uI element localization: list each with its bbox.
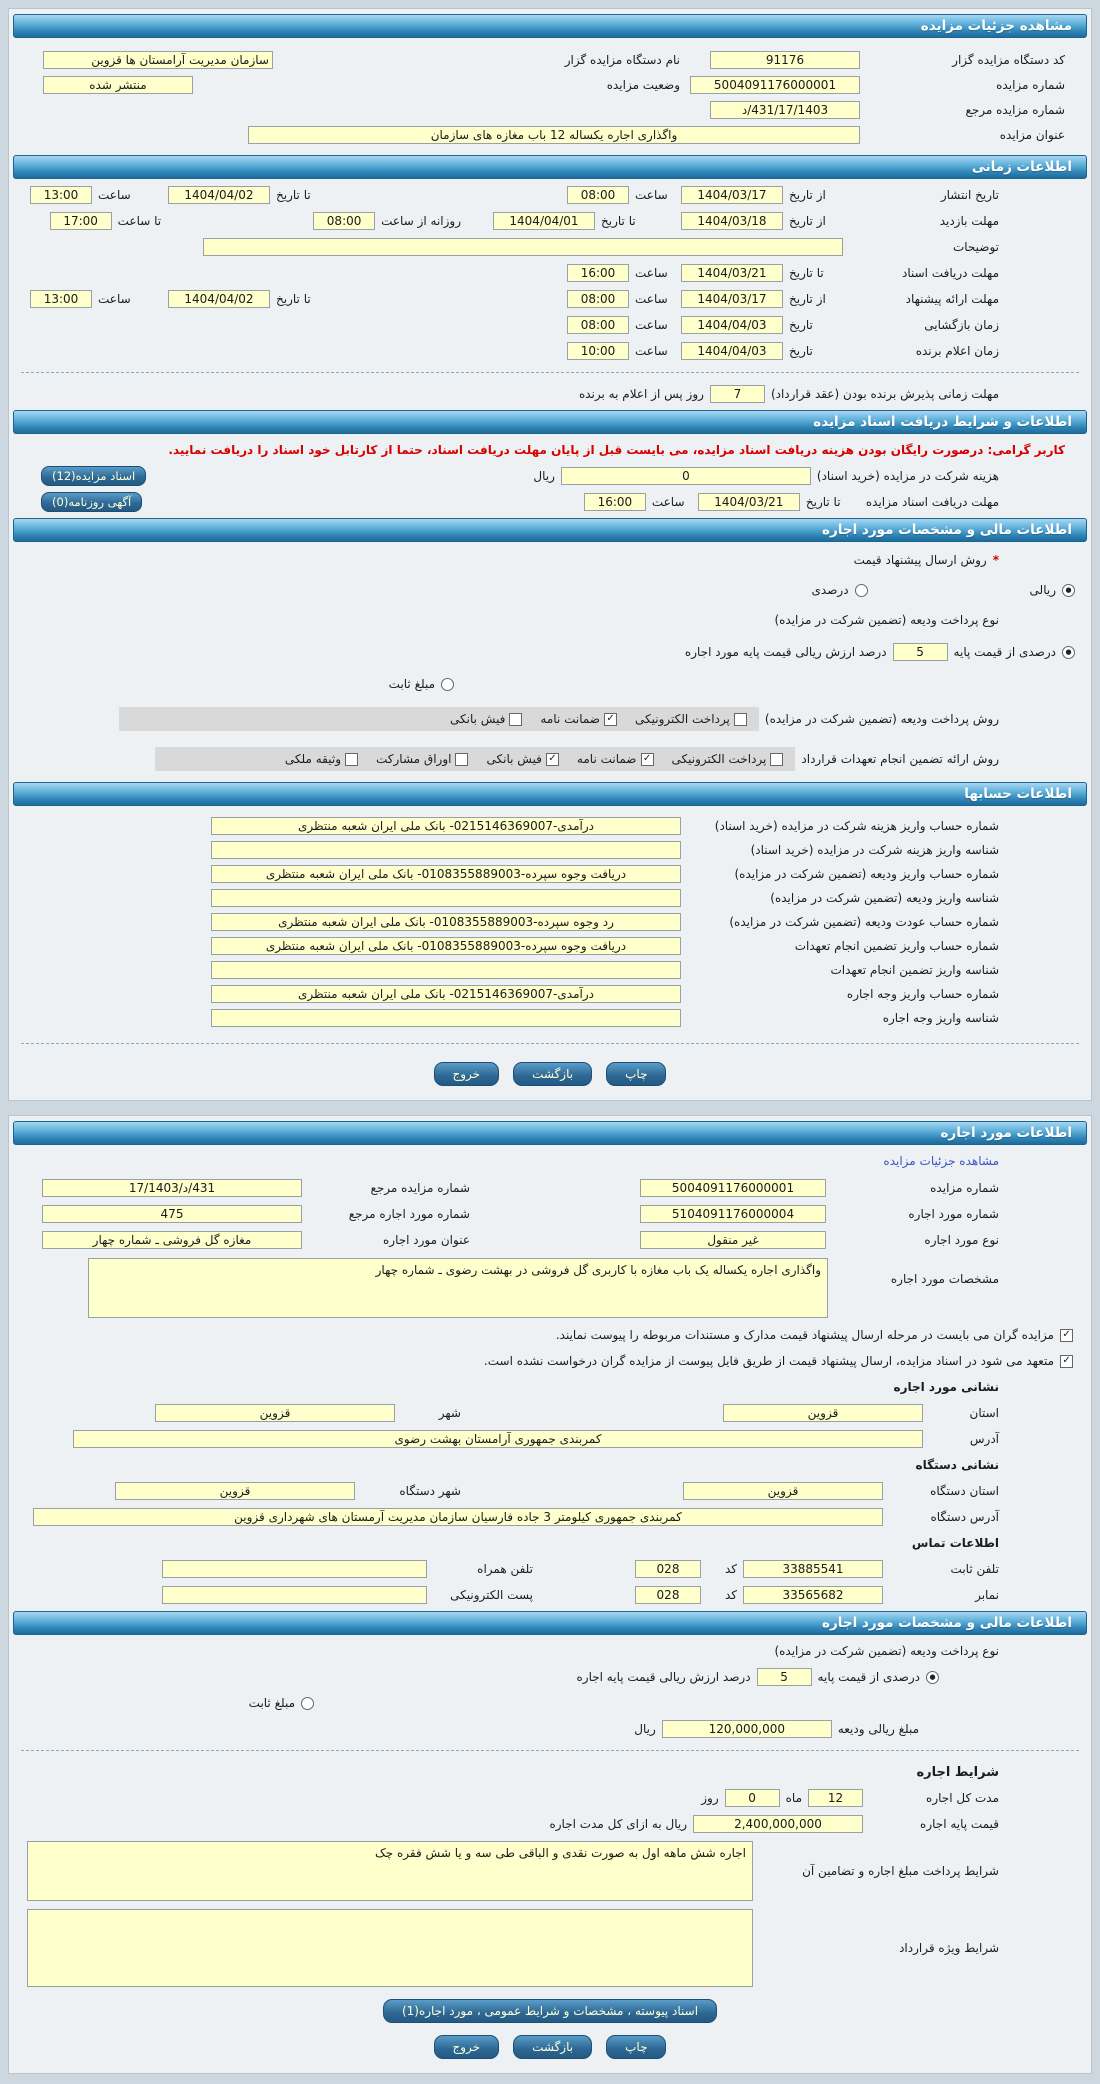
fixed-amount-radio[interactable] bbox=[301, 1697, 314, 1710]
account-row-label: شناسه واریز وجه اجاره bbox=[882, 1011, 999, 1025]
percent-base-radio[interactable]: ● bbox=[1062, 646, 1075, 659]
hour-label: ساعت bbox=[635, 266, 668, 280]
rial-option-label: ریالی bbox=[1029, 583, 1056, 597]
account-row-label: شماره حساب واریز تضمین انجام تعهدات bbox=[794, 939, 999, 953]
divider bbox=[21, 1043, 1079, 1044]
account-row-label: شماره حساب واریز هزینه شرکت در مزایده (خرید اسناد) bbox=[714, 819, 999, 833]
auction-ref-label: شماره مزایده مرجع bbox=[965, 103, 1065, 117]
acceptance-period-label: مهلت زمانی پذیرش برنده بودن (عقد قرارداد) bbox=[770, 387, 999, 401]
docs-deadline-label: مهلت دریافت اسناد bbox=[901, 266, 999, 280]
percent-radio[interactable] bbox=[855, 584, 868, 597]
phone-code-field[interactable] bbox=[635, 1560, 701, 1578]
percent-base-label: درصدی از قیمت پایه bbox=[817, 1670, 920, 1685]
auction-ref-field[interactable] bbox=[710, 101, 860, 119]
deposit-amount-field[interactable] bbox=[662, 1720, 832, 1738]
auction-details-link[interactable]: مشاهده جزئیات مزایده bbox=[883, 1154, 999, 1168]
from-date-label: از تاریخ bbox=[789, 214, 826, 228]
attached-docs-button[interactable]: اسناد پیوسته ، مشخصات و شرایط عمومی ، مورد اجاره(1) bbox=[383, 1999, 717, 2023]
phone-row bbox=[11, 1556, 1089, 1582]
to-date-label: تا تاریخ bbox=[276, 292, 311, 306]
publish-date-row bbox=[11, 182, 1089, 208]
price-method-label: روش ارسال پیشنهاد قیمت bbox=[853, 553, 987, 567]
address-field[interactable] bbox=[73, 1430, 923, 1448]
account-row-label: شماره حساب عودت ودیعه (تضمین شرکت در مزایده) bbox=[729, 915, 999, 929]
lease-numbers-grid bbox=[11, 1174, 1089, 1254]
notes-field[interactable] bbox=[203, 238, 843, 256]
section-header-accounts: اطلاعات حسابها bbox=[13, 782, 1087, 806]
device-address-header: نشانی دستگاه bbox=[915, 1458, 999, 1473]
deposit-method-label: روش پرداخت ودیعه (تضمین شرکت در مزایده) bbox=[764, 712, 999, 726]
lease-item-ref-label: شماره مورد اجاره مرجع bbox=[348, 1207, 470, 1221]
fax-code-field[interactable] bbox=[635, 1586, 701, 1604]
docs-warning-text: کاربر گرامی: درصورت رایگان بودن هزینه دریافت اسناد مزایده، می بایست قبل از پایان مهلت دریافت اسناد، حتما از کارتابل خود اسناد را دریافت نمایید. bbox=[168, 443, 1065, 457]
device-province-label: استان دستگاه bbox=[930, 1484, 999, 1499]
auction-no-field[interactable] bbox=[690, 76, 860, 94]
guarantee-letter-label: ضمانت نامه bbox=[540, 712, 600, 726]
percent-option-label: درصدی bbox=[811, 583, 849, 597]
special-terms-field[interactable] bbox=[27, 1909, 753, 1987]
guarantee-letter-label: ضمانت نامه bbox=[576, 752, 637, 766]
docs-fee-row bbox=[11, 463, 1089, 489]
device-code-label: کد دستگاه مزایده گزار bbox=[952, 53, 1065, 67]
lease-terms-header-row bbox=[11, 1759, 1089, 1785]
acceptance-days-field[interactable] bbox=[710, 385, 765, 403]
winner-date-field[interactable] bbox=[681, 342, 783, 360]
guarantee-letter-checkbox[interactable]: ✓ bbox=[641, 753, 654, 766]
base-price-suffix: ریال به ازای کل مدت اجاره bbox=[549, 1817, 687, 1832]
payment-terms-row bbox=[11, 1837, 1089, 1905]
to-date-label: تا تاریخ bbox=[601, 214, 636, 228]
to-date-label: تا تاریخ bbox=[805, 495, 841, 509]
percent-base-row-2 bbox=[11, 1664, 1089, 1690]
lease-address-header-row bbox=[11, 1374, 1089, 1400]
account-row-field[interactable] bbox=[211, 889, 681, 907]
deposit-method-option bbox=[450, 712, 522, 726]
fixed-amount-row bbox=[11, 669, 1089, 699]
visit-from-date-field[interactable] bbox=[681, 212, 783, 230]
from-date-label: از تاریخ bbox=[789, 292, 826, 306]
action-buttons-row-bottom bbox=[11, 2025, 1089, 2063]
phone-label: تلفن ثابت bbox=[950, 1562, 999, 1577]
fixed-amount-row-2 bbox=[11, 1690, 1089, 1716]
payment-terms-field[interactable] bbox=[27, 1841, 753, 1901]
account-row-label: شناسه واریز هزینه شرکت در مزایده (خرید اسناد) bbox=[750, 843, 999, 857]
lease-address-row bbox=[11, 1426, 1089, 1452]
bank-slip-checkbox[interactable] bbox=[509, 713, 522, 726]
daily-from-label: روزانه از ساعت bbox=[381, 214, 461, 228]
winner-announce-label: زمان اعلام برنده bbox=[915, 344, 999, 358]
lease-item-title-field[interactable] bbox=[42, 1231, 302, 1249]
city-label: شهر bbox=[438, 1406, 461, 1421]
lease-item-ref-field[interactable] bbox=[42, 1205, 302, 1223]
guarantee-method-options bbox=[155, 747, 795, 771]
device-address-row bbox=[11, 1504, 1089, 1530]
auction-no-label: شماره مزایده bbox=[930, 1181, 999, 1195]
divider bbox=[21, 1750, 1079, 1751]
fax-label: نمابر bbox=[975, 1588, 999, 1603]
docs-fee-field[interactable] bbox=[561, 467, 811, 485]
auction-no-label: شماره مزایده bbox=[996, 78, 1065, 92]
docs-fee-label: هزینه شرکت در مزایده (خرید اسناد) bbox=[816, 469, 999, 483]
acceptance-suffix: روز پس از اعلام به برنده bbox=[578, 387, 704, 401]
section-header-financial-1: اطلاعات مالی و مشخصات مورد اجاره bbox=[13, 518, 1087, 542]
province-field[interactable] bbox=[723, 1404, 923, 1422]
docs-warning-row bbox=[11, 437, 1089, 463]
docs-to-date-field[interactable] bbox=[681, 264, 783, 282]
offer-to-time-field[interactable] bbox=[30, 290, 92, 308]
mobile-label: تلفن همراه bbox=[477, 1562, 533, 1577]
auction-ref-field[interactable] bbox=[42, 1179, 302, 1197]
fax-field[interactable] bbox=[743, 1586, 883, 1604]
account-row-label: شماره حساب واریز وجه اجاره bbox=[846, 987, 999, 1001]
attached-docs-row bbox=[11, 1991, 1089, 2025]
section-header-financial-2: اطلاعات مالی و مشخصات مورد اجاره bbox=[13, 1611, 1087, 1635]
visit-deadline-row bbox=[11, 208, 1089, 234]
publish-from-time-field[interactable] bbox=[567, 186, 629, 204]
hour-label: ساعت bbox=[635, 318, 668, 332]
guarantee-letter-checkbox[interactable]: ✓ bbox=[604, 713, 617, 726]
exit-button[interactable]: خروج bbox=[434, 2035, 500, 2059]
code-label: کد bbox=[724, 1562, 737, 1577]
property-collateral-checkbox[interactable] bbox=[345, 753, 358, 766]
property-collateral-label: وثیقه ملکی bbox=[284, 752, 342, 766]
deposit-method-option bbox=[635, 712, 747, 726]
winner-announce-row bbox=[11, 338, 1089, 364]
lease-item-type-field[interactable] bbox=[640, 1231, 826, 1249]
publish-to-time-field[interactable] bbox=[30, 186, 92, 204]
docs-receive-deadline-row bbox=[11, 489, 1089, 515]
account-row-field[interactable] bbox=[211, 817, 681, 835]
device-name-label: نام دستگاه مزایده گزار bbox=[564, 53, 680, 67]
auction-ref-label: شماره مزایده مرجع bbox=[370, 1181, 470, 1195]
to-hour-label: تا ساعت bbox=[117, 214, 162, 228]
email-field[interactable] bbox=[162, 1586, 427, 1604]
to-date-label: تا تاریخ bbox=[789, 266, 824, 280]
bank-slip-checkbox[interactable]: ✓ bbox=[546, 753, 559, 766]
device-province-field[interactable] bbox=[683, 1482, 883, 1500]
months-unit-label: ماه bbox=[785, 1791, 802, 1806]
lease-duration-label: مدت کل اجاره bbox=[926, 1791, 999, 1806]
winner-time-field[interactable] bbox=[567, 342, 629, 360]
payment-terms-label: شرایط پرداخت مبلغ اجاره و تضامین آن bbox=[802, 1864, 999, 1879]
attach-note-1-text: مزایده گران می بایست در مرحله ارسال پیشنهاد قیمت مدارک و مستندات مربوطه را پیوست نمایند. bbox=[555, 1328, 1054, 1343]
print-button[interactable]: چاپ bbox=[606, 1062, 666, 1086]
guarantee-method-option bbox=[486, 752, 558, 766]
city-field[interactable] bbox=[155, 1404, 395, 1422]
auction-details-panel bbox=[8, 8, 1092, 1101]
deposit-method-row bbox=[11, 699, 1089, 739]
duration-days-field[interactable] bbox=[725, 1789, 780, 1807]
lease-province-city-row bbox=[11, 1400, 1089, 1426]
device-name-field[interactable] bbox=[43, 51, 273, 69]
auction-status-label: وضعیت مزایده bbox=[606, 78, 680, 92]
docs-deadline-time-field[interactable] bbox=[584, 493, 646, 511]
print-button[interactable]: چاپ bbox=[606, 2035, 666, 2059]
section-header-docs: اطلاعات و شرایط دریافت اسناد مزایده bbox=[13, 410, 1087, 434]
base-price-label: قیمت پایه اجاره bbox=[920, 1817, 999, 1832]
electronic-payment-label: پرداخت الکترونیکی bbox=[671, 752, 767, 766]
percent-suffix-label: درصد ارزش ریالی قیمت پایه مورد اجاره bbox=[684, 645, 887, 659]
section-header-lease-item: اطلاعات مورد اجاره bbox=[13, 1121, 1087, 1145]
lease-specs-label: مشخصات مورد اجاره bbox=[890, 1272, 999, 1286]
deposit-type-label-row-2 bbox=[11, 1638, 1089, 1664]
docs-to-time-field[interactable] bbox=[567, 264, 629, 282]
percent-base-radio[interactable]: ● bbox=[926, 1671, 939, 1684]
deposit-type-label-row bbox=[11, 605, 1089, 635]
hour-label: ساعت bbox=[98, 292, 131, 306]
phone-field[interactable] bbox=[743, 1560, 883, 1578]
offer-deadline-label: مهلت ارائه پیشنهاد bbox=[905, 292, 999, 306]
account-row-field[interactable] bbox=[211, 961, 681, 979]
visit-daily-to-field[interactable] bbox=[50, 212, 112, 230]
participation-bonds-label: اوراق مشارکت bbox=[376, 752, 452, 766]
percent-suffix-label: درصد ارزش ریالی قیمت پایه اجاره bbox=[576, 1670, 751, 1685]
account-row-field[interactable] bbox=[211, 1009, 681, 1027]
accounts-grid bbox=[11, 809, 1089, 1035]
attach-note-2-checkbox[interactable]: ✓ bbox=[1060, 1355, 1073, 1368]
visit-to-date-field[interactable] bbox=[493, 212, 595, 230]
general-info-grid bbox=[11, 41, 1089, 152]
base-price-field[interactable] bbox=[693, 1815, 863, 1833]
guarantee-method-label: روش ارائه تضمین انجام تعهدات قرارداد bbox=[801, 752, 999, 766]
opening-time-label: زمان بازگشایی bbox=[924, 318, 999, 332]
offer-from-time-field[interactable] bbox=[567, 290, 629, 308]
device-address-field[interactable] bbox=[33, 1508, 883, 1526]
participation-bonds-checkbox[interactable] bbox=[455, 753, 468, 766]
percent-base-label: درصدی از قیمت پایه bbox=[953, 645, 1056, 659]
deposit-type-label: نوع پرداخت ودیعه (تضمین شرکت در مزایده) bbox=[774, 613, 999, 627]
code-label: کد bbox=[724, 1588, 737, 1603]
device-province-city-row bbox=[11, 1478, 1089, 1504]
account-row-field[interactable] bbox=[211, 937, 681, 955]
auction-title-label: عنوان مزایده bbox=[999, 128, 1065, 142]
account-row-field[interactable] bbox=[211, 913, 681, 931]
visit-deadline-label: مهلت بازدید bbox=[939, 214, 999, 228]
device-city-label: شهر دستگاه bbox=[399, 1484, 461, 1499]
attach-note-1-row bbox=[11, 1322, 1089, 1348]
price-method-label-row bbox=[11, 545, 1089, 575]
exit-button[interactable]: خروج bbox=[434, 1062, 500, 1086]
opening-time-row bbox=[11, 312, 1089, 338]
percent-value-field[interactable] bbox=[757, 1668, 812, 1686]
opening-date-field[interactable] bbox=[681, 316, 783, 334]
lease-item-no-field[interactable] bbox=[640, 1205, 826, 1223]
date-label: تاریخ bbox=[789, 318, 813, 332]
docs-deadline-date-field[interactable] bbox=[698, 493, 800, 511]
deposit-type-label: نوع پرداخت ودیعه (تضمین شرکت در مزایده) bbox=[774, 1644, 999, 1659]
rial-unit-label: ریال bbox=[533, 469, 555, 483]
mobile-field[interactable] bbox=[162, 1560, 427, 1578]
duration-months-field[interactable] bbox=[808, 1789, 863, 1807]
notes-label: توضیحات bbox=[952, 240, 999, 254]
details-link-row bbox=[11, 1148, 1089, 1174]
docs-deadline-row bbox=[11, 260, 1089, 286]
rial-radio[interactable]: ● bbox=[1062, 584, 1075, 597]
required-star: * bbox=[992, 553, 999, 567]
section-header-auction-details: مشاهده جزئیات مزایده bbox=[13, 14, 1087, 38]
publish-to-date-field[interactable] bbox=[168, 186, 270, 204]
offer-deadline-row bbox=[11, 286, 1089, 312]
device-address-header-row bbox=[11, 1452, 1089, 1478]
rial-unit-label: ریال bbox=[634, 1722, 656, 1737]
deposit-method-option bbox=[540, 712, 617, 726]
lease-duration-row bbox=[11, 1785, 1089, 1811]
offer-to-date-field[interactable] bbox=[168, 290, 270, 308]
lease-item-title-label: عنوان مورد اجاره bbox=[382, 1233, 470, 1247]
account-row-label: شناسه واریز تضمین انجام تعهدات bbox=[830, 963, 999, 977]
deposit-amount-row bbox=[11, 1716, 1089, 1742]
hour-label: ساعت bbox=[635, 188, 668, 202]
special-terms-label: شرایط ویژه قرارداد bbox=[899, 1941, 999, 1956]
percent-value-field[interactable] bbox=[893, 643, 948, 661]
action-buttons-row bbox=[11, 1052, 1089, 1090]
auction-status-field[interactable] bbox=[43, 76, 193, 94]
account-row-field[interactable] bbox=[211, 865, 681, 883]
fixed-amount-label: مبلغ ثابت bbox=[388, 677, 435, 691]
fixed-amount-radio[interactable] bbox=[441, 678, 454, 691]
lease-terms-header: شرایط اجاره bbox=[916, 1764, 999, 1780]
bank-slip-label: فیش بانکی bbox=[486, 752, 542, 766]
base-price-row bbox=[11, 1811, 1089, 1837]
offer-from-date-field[interactable] bbox=[681, 290, 783, 308]
attach-note-1-checkbox[interactable]: ✓ bbox=[1060, 1329, 1073, 1342]
device-address-label: آدرس دستگاه bbox=[930, 1510, 999, 1525]
to-date-label: تا تاریخ bbox=[276, 188, 311, 202]
lease-specs-field[interactable] bbox=[88, 1258, 828, 1318]
account-row-label: شماره حساب واریز ودیعه (تضمین شرکت در مزایده) bbox=[734, 867, 999, 881]
lease-item-panel bbox=[8, 1115, 1092, 2074]
account-row-label: شناسه واریز ودیعه (تضمین شرکت در مزایده) bbox=[770, 891, 999, 905]
electronic-payment-label: پرداخت الکترونیکی bbox=[635, 712, 730, 726]
account-row-field[interactable] bbox=[211, 985, 681, 1003]
days-unit-label: روز bbox=[701, 1791, 719, 1806]
address-label: آدرس bbox=[969, 1432, 999, 1447]
fax-row bbox=[11, 1582, 1089, 1608]
lease-item-no-label: شماره مورد اجاره bbox=[908, 1207, 999, 1221]
lease-specs-row bbox=[11, 1254, 1089, 1322]
lease-address-header: نشانی مورد اجاره bbox=[893, 1380, 999, 1395]
divider bbox=[21, 372, 1079, 373]
fixed-amount-label: مبلغ ثابت bbox=[248, 1696, 295, 1711]
guarantee-method-row bbox=[11, 739, 1089, 779]
contact-header: اطلاعات تماس bbox=[911, 1536, 999, 1551]
price-method-options-row bbox=[11, 575, 1089, 605]
contact-header-row bbox=[11, 1530, 1089, 1556]
auction-docs-button[interactable]: اسناد مزایده(12) bbox=[41, 466, 146, 486]
device-code-field[interactable] bbox=[710, 51, 860, 69]
device-city-field[interactable] bbox=[115, 1482, 355, 1500]
from-date-label: از تاریخ bbox=[789, 188, 826, 202]
account-row-field[interactable] bbox=[211, 841, 681, 859]
guarantee-method-option bbox=[376, 752, 468, 766]
deposit-method-options bbox=[119, 707, 759, 731]
percent-base-row bbox=[11, 635, 1089, 669]
acceptance-period-row bbox=[11, 381, 1089, 407]
opening-time-field[interactable] bbox=[567, 316, 629, 334]
date-label: تاریخ bbox=[789, 344, 813, 358]
bank-slip-label: فیش بانکی bbox=[449, 712, 506, 726]
hour-label: ساعت bbox=[635, 292, 668, 306]
publish-from-date-field[interactable] bbox=[681, 186, 783, 204]
special-terms-row bbox=[11, 1905, 1089, 1991]
province-label: استان bbox=[969, 1406, 999, 1421]
back-button[interactable]: بازگشت bbox=[513, 1062, 592, 1086]
lease-item-type-label: نوع مورد اجاره bbox=[924, 1233, 999, 1247]
auction-title-field[interactable] bbox=[248, 126, 860, 144]
hour-label: ساعت bbox=[635, 344, 668, 358]
newspaper-ad-button[interactable]: آگهی روزنامه(0) bbox=[41, 492, 142, 512]
guarantee-method-option bbox=[577, 752, 654, 766]
back-button[interactable]: بازگشت bbox=[513, 2035, 592, 2059]
guarantee-method-option bbox=[672, 752, 784, 766]
deposit-amount-label: مبلغ ریالی ودیعه bbox=[837, 1722, 919, 1737]
publish-date-label: تاریخ انتشار bbox=[940, 188, 999, 202]
attach-note-2-text: متعهد می شود در اسناد مزایده، ارسال پیشنهاد قیمت از طریق فایل پیوست از مزایده گران درخواست نشده است. bbox=[483, 1354, 1054, 1369]
electronic-payment-checkbox[interactable] bbox=[770, 753, 783, 766]
hour-label: ساعت bbox=[98, 188, 131, 202]
docs-receive-deadline-label: مهلت دریافت اسناد مزایده bbox=[865, 495, 999, 509]
email-label: پست الکترونیکی bbox=[450, 1588, 533, 1603]
electronic-payment-checkbox[interactable] bbox=[734, 713, 747, 726]
hour-label: ساعت bbox=[651, 495, 685, 509]
section-header-time-info: اطلاعات زمانی bbox=[13, 155, 1087, 179]
notes-row bbox=[11, 234, 1089, 260]
guarantee-method-option bbox=[285, 752, 358, 766]
visit-daily-from-field[interactable] bbox=[313, 212, 375, 230]
attach-note-2-row bbox=[11, 1348, 1089, 1374]
auction-no-field[interactable] bbox=[640, 1179, 826, 1197]
